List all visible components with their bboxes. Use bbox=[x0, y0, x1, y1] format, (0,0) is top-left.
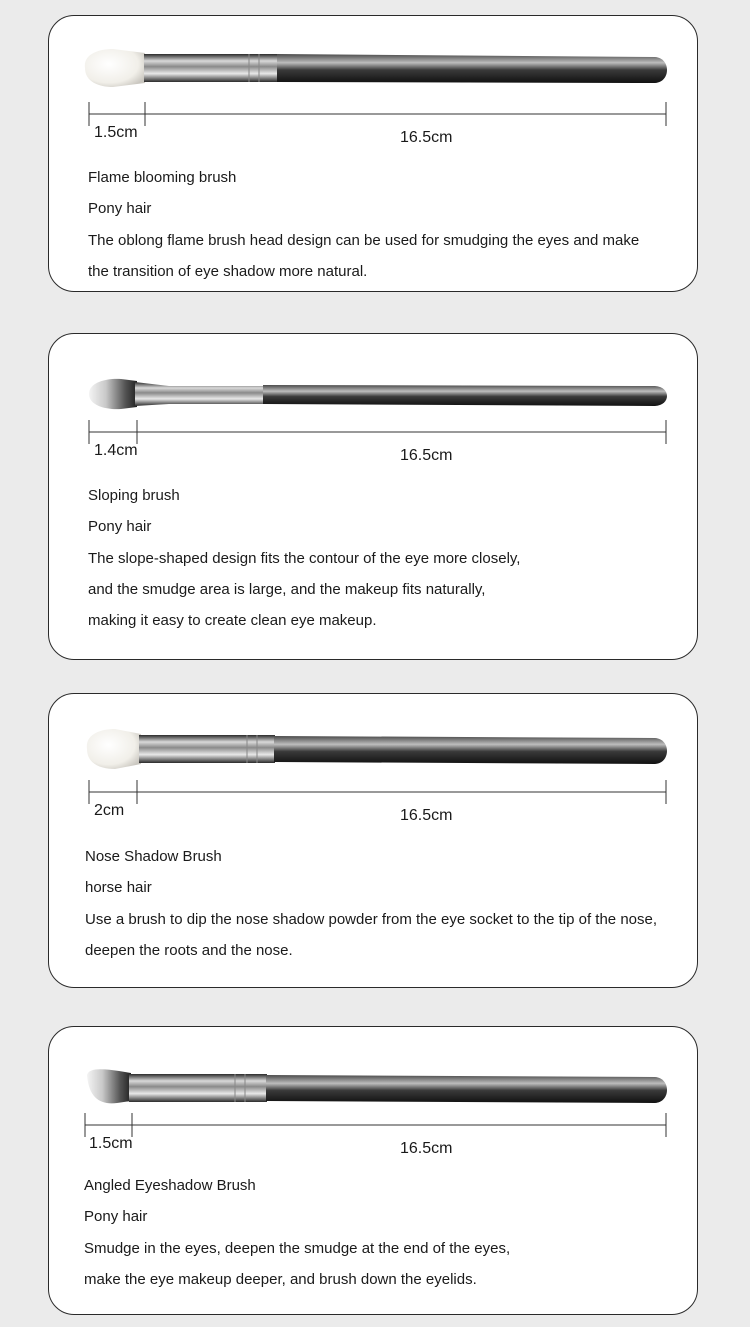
brush-card-sloping bbox=[48, 333, 698, 660]
brush-name: Flame blooming brush bbox=[88, 169, 237, 186]
brush-head bbox=[85, 49, 145, 87]
brush-illustration bbox=[85, 49, 667, 87]
brush-head bbox=[87, 729, 141, 769]
hair-type: Pony hair bbox=[88, 518, 152, 535]
brush-card-flame bbox=[48, 15, 698, 292]
brush-head bbox=[87, 1069, 131, 1103]
description-line: The slope-shaped design fits the contour of the eye more closely, bbox=[88, 550, 521, 567]
brush-name: Nose Shadow Brush bbox=[85, 848, 222, 865]
brush-diagram bbox=[49, 694, 699, 814]
brush-handle bbox=[263, 385, 667, 406]
description-line: Use a brush to dip the nose shadow powder from the eye socket to the tip of the nose, bbox=[85, 911, 658, 928]
brush-illustration bbox=[87, 1069, 667, 1103]
brush-diagram bbox=[49, 334, 699, 454]
handle-length-label: 16.5cm bbox=[400, 129, 453, 146]
hair-type: Pony hair bbox=[88, 200, 152, 217]
handle-length-label: 16.5cm bbox=[400, 1140, 453, 1157]
description-line: making it easy to create clean eye makeup. bbox=[88, 612, 377, 629]
brush-ferrule bbox=[139, 735, 275, 763]
brush-ferrule bbox=[135, 382, 264, 406]
brush-ferrule bbox=[129, 1074, 267, 1102]
description-line: make the eye makeup deeper, and brush down the eyelids. bbox=[84, 1271, 477, 1288]
description-line: Smudge in the eyes, deepen the smudge at the end of the eyes, bbox=[84, 1240, 511, 1257]
description-line: The oblong flame brush head design can be used for smudging the eyes and make bbox=[88, 232, 640, 249]
handle-length-label: 16.5cm bbox=[400, 447, 453, 464]
brush-name: Angled Eyeshadow Brush bbox=[84, 1177, 256, 1194]
brush-name: Sloping brush bbox=[88, 487, 180, 504]
brush-head bbox=[89, 379, 137, 409]
head-length-label: 1.5cm bbox=[94, 124, 138, 141]
brush-diagram bbox=[49, 1027, 699, 1147]
description-line: deepen the roots and the nose. bbox=[85, 942, 293, 959]
dimension-lines bbox=[89, 780, 666, 804]
brush-illustration bbox=[89, 379, 667, 409]
hair-type: Pony hair bbox=[84, 1208, 148, 1225]
head-length-label: 2cm bbox=[94, 802, 125, 819]
brush-handle bbox=[277, 54, 667, 83]
dimension-lines bbox=[89, 420, 666, 444]
brush-card-nose-shadow bbox=[48, 693, 698, 988]
dimension-lines bbox=[85, 1113, 666, 1137]
handle-length-label: 16.5cm bbox=[400, 807, 453, 824]
dimension-lines bbox=[89, 102, 666, 126]
brush-card-angled-eyeshadow bbox=[48, 1026, 698, 1315]
brush-handle bbox=[266, 1075, 667, 1103]
brush-illustration bbox=[87, 729, 667, 769]
brush-handle bbox=[274, 736, 667, 764]
head-length-label: 1.4cm bbox=[94, 442, 138, 459]
description-line: and the smudge area is large, and the makeup fits naturally, bbox=[88, 581, 486, 598]
description-line: the transition of eye shadow more natural. bbox=[88, 263, 368, 280]
hair-type: horse hair bbox=[85, 879, 152, 896]
head-length-label: 1.5cm bbox=[89, 1135, 133, 1152]
brush-diagram bbox=[49, 16, 699, 136]
